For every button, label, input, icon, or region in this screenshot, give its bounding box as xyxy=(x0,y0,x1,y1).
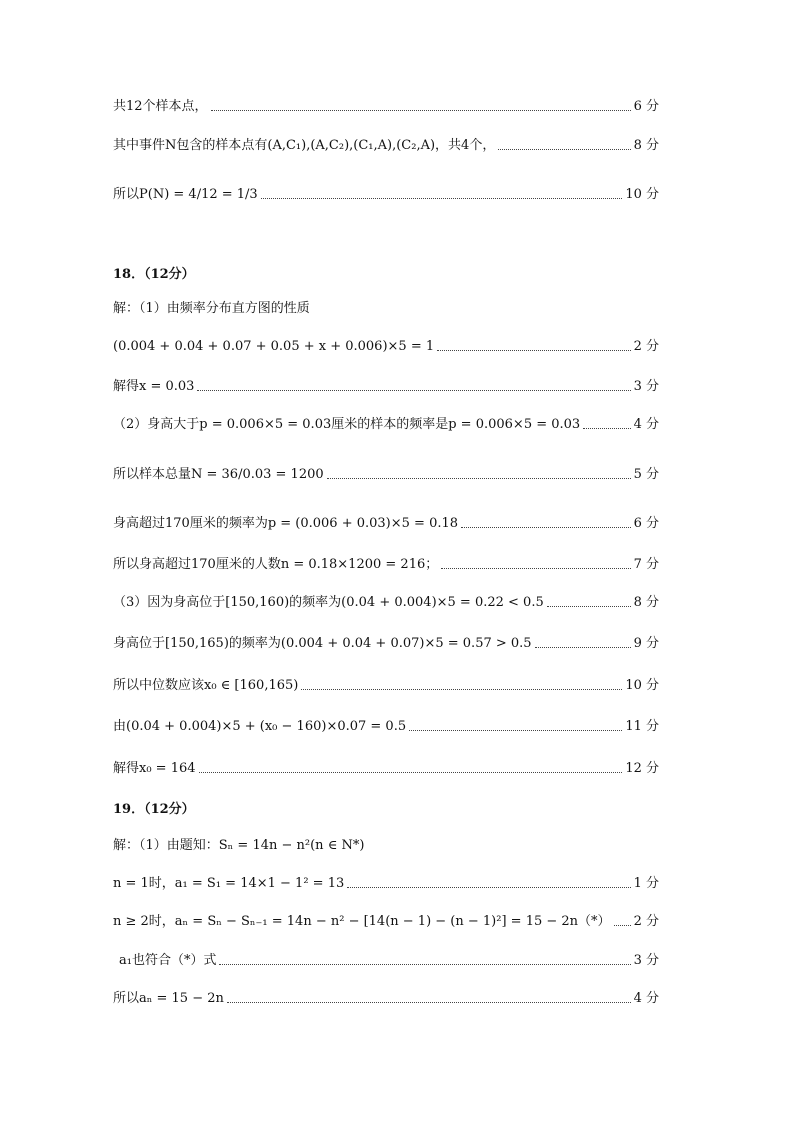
score-label: 2 分 xyxy=(633,914,659,929)
line-text: 解得x = 0.03 xyxy=(113,379,195,394)
score-label: 9 分 xyxy=(633,636,659,651)
solution-line xyxy=(113,136,659,156)
line-text: (0.004 + 0.04 + 0.07 + 0.05 + x + 0.006)×5 = 1 xyxy=(113,339,435,354)
score-label: 4 分 xyxy=(633,417,659,432)
solution-line xyxy=(113,555,659,575)
line-text: n = 1时，a₁ = S₁ = 14×1 − 1² = 13 xyxy=(113,876,345,891)
solution-line xyxy=(113,175,659,215)
score-label: 8 分 xyxy=(633,138,659,153)
leader-dots xyxy=(409,730,622,731)
score-label: 10 分 xyxy=(625,678,659,693)
score-label: 3 分 xyxy=(633,379,659,394)
leader-dots xyxy=(535,647,631,648)
leader-dots xyxy=(227,1002,631,1003)
leader-dots xyxy=(437,350,630,351)
leader-dots xyxy=(211,110,631,111)
leader-dots xyxy=(498,149,630,150)
solution-line xyxy=(113,415,659,435)
score-label: 2 分 xyxy=(633,339,659,354)
solution-line xyxy=(113,717,659,737)
leader-dots xyxy=(547,606,631,607)
score-label: 4 分 xyxy=(633,991,659,1006)
leader-dots xyxy=(347,887,630,888)
score-label: 1 分 xyxy=(633,876,659,891)
solution-line xyxy=(113,514,659,534)
leader-dots xyxy=(441,568,630,569)
line-text: 身高超过170厘米的频率为p = (0.006 + 0.03)×5 = 0.18 xyxy=(113,516,459,531)
line-text: 所以中位数应该x₀ ∈ [160,165) xyxy=(113,678,299,693)
section-intro: 解：（1）由题知：Sₙ = 14n − n²(n ∈ N*) xyxy=(113,838,365,853)
solution-line xyxy=(119,951,659,971)
line-text: 共12个样本点， xyxy=(113,99,208,114)
line-text: n ≥ 2时，aₙ = Sₙ − Sₙ₋₁ = 14n − n² − [14(n − 1) − (n − 1)²] = 15 − 2n（*） xyxy=(113,914,611,929)
line-text: 所以身高超过170厘米的人数n = 0.18×1200 = 216； xyxy=(113,557,439,572)
solution-line xyxy=(113,593,659,613)
leader-dots xyxy=(461,527,631,528)
solution-line xyxy=(113,874,659,894)
line-text: 所以P(N) = 4/12 = 1/3 xyxy=(113,187,258,202)
solution-line xyxy=(113,455,659,495)
solution-line xyxy=(113,634,659,654)
leader-dots xyxy=(219,964,630,965)
leader-dots xyxy=(327,478,631,479)
solution-line xyxy=(113,676,659,696)
solution-line xyxy=(113,97,659,117)
line-text: 解得x₀ = 164 xyxy=(113,761,196,776)
solution-line xyxy=(113,912,659,932)
score-label: 3 分 xyxy=(633,953,659,968)
section-heading: 18．（12分） xyxy=(113,267,195,282)
line-text: 由(0.04 + 0.004)×5 + (x₀ − 160)×0.07 = 0.5 xyxy=(113,719,407,734)
solution-line xyxy=(113,377,659,397)
solution-line xyxy=(113,759,659,779)
leader-dots xyxy=(614,925,631,926)
score-label: 11 分 xyxy=(625,719,659,734)
leader-dots xyxy=(301,689,622,690)
leader-dots xyxy=(261,198,623,199)
score-label: 8 分 xyxy=(633,595,659,610)
score-label: 10 分 xyxy=(625,187,659,202)
solution-line xyxy=(113,337,659,357)
line-text: （3）因为身高位于[150,160)的频率为(0.04 + 0.004)×5 = 0.22 < 0.5 xyxy=(113,595,544,610)
leader-dots xyxy=(199,772,623,773)
leader-dots xyxy=(583,428,630,429)
line-text: 所以样本总量N = 36/0.03 = 1200 xyxy=(113,467,324,482)
line-text: （2）身高大于p = 0.006×5 = 0.03厘米的样本的频率是p = 0.006×5 = 0.03 xyxy=(113,417,581,432)
line-text: 身高位于[150,165)的频率为(0.004 + 0.04 + 0.07)×5 = 0.57 > 0.5 xyxy=(113,636,532,651)
score-label: 7 分 xyxy=(633,557,659,572)
line-text: 其中事件N包含的样本点有(A,C₁),(A,C₂),(C₁,A),(C₂,A)，共4个， xyxy=(113,138,496,153)
score-label: 5 分 xyxy=(633,467,659,482)
score-label: 6 分 xyxy=(633,516,659,531)
section-heading: 19．（12分） xyxy=(113,802,195,817)
score-label: 6 分 xyxy=(633,99,659,114)
line-text: 所以aₙ = 15 − 2n xyxy=(113,991,224,1006)
line-text: a₁也符合（*）式 xyxy=(119,953,217,968)
solution-line xyxy=(113,989,659,1009)
leader-dots xyxy=(197,390,630,391)
section-intro: 解：（1）由频率分布直方图的性质 xyxy=(113,301,310,316)
score-label: 12 分 xyxy=(625,761,659,776)
